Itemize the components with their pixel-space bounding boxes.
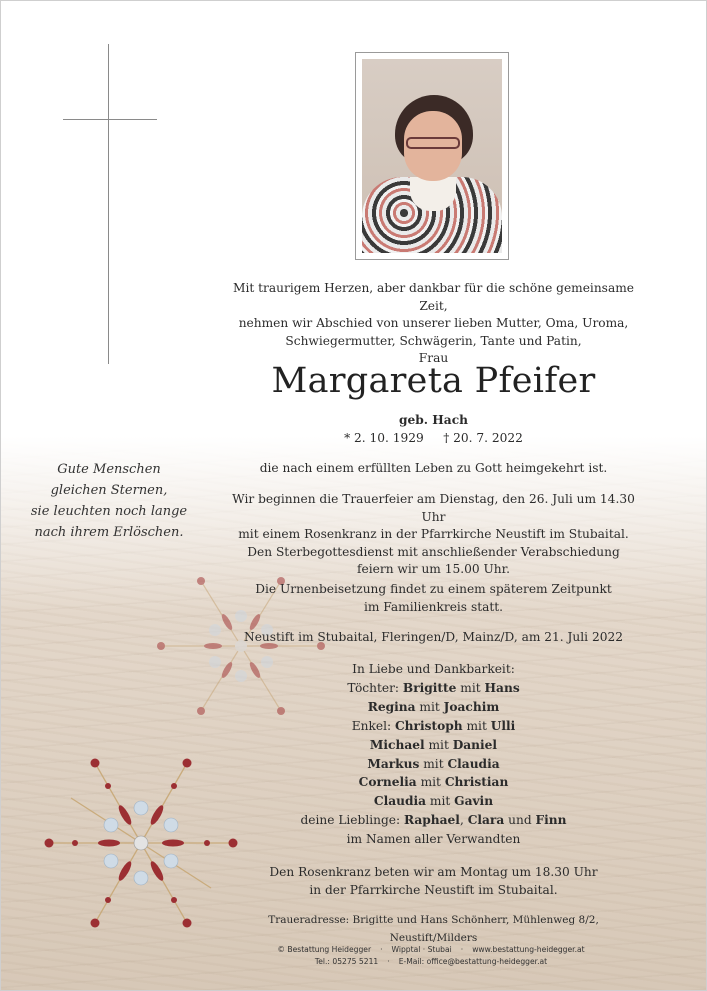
family-row: deine Lieblinge: Raphael, Clara und Finn (300, 813, 567, 828)
footer-copyright: © Bestattung Heidegger (277, 945, 372, 954)
family-row: Regina mit Joachim (367, 699, 500, 714)
life-dates (231, 430, 636, 448)
quote (21, 459, 197, 543)
deceased-name: Margareta Pfeifer (271, 361, 596, 401)
cross-horizontal (63, 119, 157, 120)
footer-line-2: Tel.: 05275 5211 · E-Mail: office@bestattung-heidegger.at (314, 957, 548, 966)
rosary-line: Den Rosenkranz beten wir am Montag um 18.30 Uhr (269, 865, 598, 879)
quote-line: nach ihrem Erlöschen. (34, 525, 184, 540)
intro-line: Mit traurigem Herzen, aber dankbar für die schöne gemeinsame Zeit, (233, 281, 634, 313)
place-date: Neustift im Stubaital, Fleringen/D, Mainz/D, am 21. Juli 2022 (244, 630, 623, 644)
birth-date: 2. 10. 1929 (354, 430, 424, 445)
family-closing: im Namen aller Verwandten (346, 832, 521, 847)
maiden-name-block (231, 412, 636, 447)
footer-line-1: © Bestattung Heidegger · Wipptal · Stubai · www.bestattung-heidegger.at (277, 945, 585, 954)
footer-phone: Tel.: 05275 5211 (314, 957, 379, 966)
family-row: Markus mit Claudia (367, 756, 500, 771)
after-life-line: die nach einem erfüllten Leben zu Gott heimgekehrt ist. (259, 461, 608, 475)
intro-line: Schwiegermutter, Schwägerin, Tante und Patin, (285, 333, 582, 348)
quote-line: gleichen Sternen, (50, 483, 168, 498)
footer-region: Wipptal · Stubai (391, 945, 452, 954)
death-symbol: † (443, 430, 450, 445)
urn-text (231, 581, 636, 616)
family-row: Claudia mit Gavin (373, 794, 494, 809)
ceremony-line: mit einem Rosenkranz in der Pfarrkirche Neustift im Stubaital. (238, 527, 629, 541)
footer-email: E-Mail: office@bestattung-heidegger.at (398, 957, 548, 966)
quote-line: sie leuchten noch lange (30, 504, 188, 519)
portrait-photo-frame (355, 52, 509, 260)
quote-line: Gute Menschen (57, 462, 161, 477)
urn-line: im Familienkreis statt. (363, 599, 504, 614)
family-row: Töchter: Brigitte mit Hans (347, 680, 520, 695)
birth-symbol: * (344, 430, 351, 445)
intro-line: Frau (418, 351, 449, 365)
rosary-line: in der Pfarrkirche Neustift im Stubaital. (309, 882, 558, 897)
portrait-photo (362, 59, 502, 253)
mourning-address: Traueradresse: Brigitte und Hans Schönherr, Mühlenweg 8/2, Neustift/Milders (268, 914, 599, 944)
intro-line: nehmen wir Abschied von unserer lieben Mutter, Oma, Uroma, (238, 316, 629, 330)
footer-website: www.bestattung-heidegger.at (472, 945, 585, 954)
ceremony-line: Wir beginnen die Trauerfeier am Dienstag, den 26. Juli um 14.30 Uhr (232, 492, 635, 524)
family-heading: In Liebe und Dankbarkeit: (352, 662, 515, 676)
intro-text (231, 280, 636, 368)
family-row: Cornelia mit Christian (358, 775, 509, 790)
family-row: Michael mit Daniel (369, 737, 498, 752)
cross-vertical (108, 44, 109, 364)
ceremony-text (231, 491, 636, 579)
ceremony-line: feiern wir um 15.00 Uhr. (357, 562, 510, 576)
beaded-star-decoration-lower (41, 746, 241, 941)
maiden-name: geb. Hach (399, 413, 468, 427)
family-row: Enkel: Christoph mit Ulli (351, 718, 516, 733)
death-date: 20. 7. 2022 (453, 430, 523, 445)
family-list (231, 660, 636, 849)
urn-line: Die Urnenbeisetzung findet zu einem späterem Zeitpunkt (255, 582, 612, 596)
rosary-text (231, 864, 636, 899)
ceremony-line: Den Sterbegottesdienst mit anschließender Verabschiedung (247, 544, 620, 559)
